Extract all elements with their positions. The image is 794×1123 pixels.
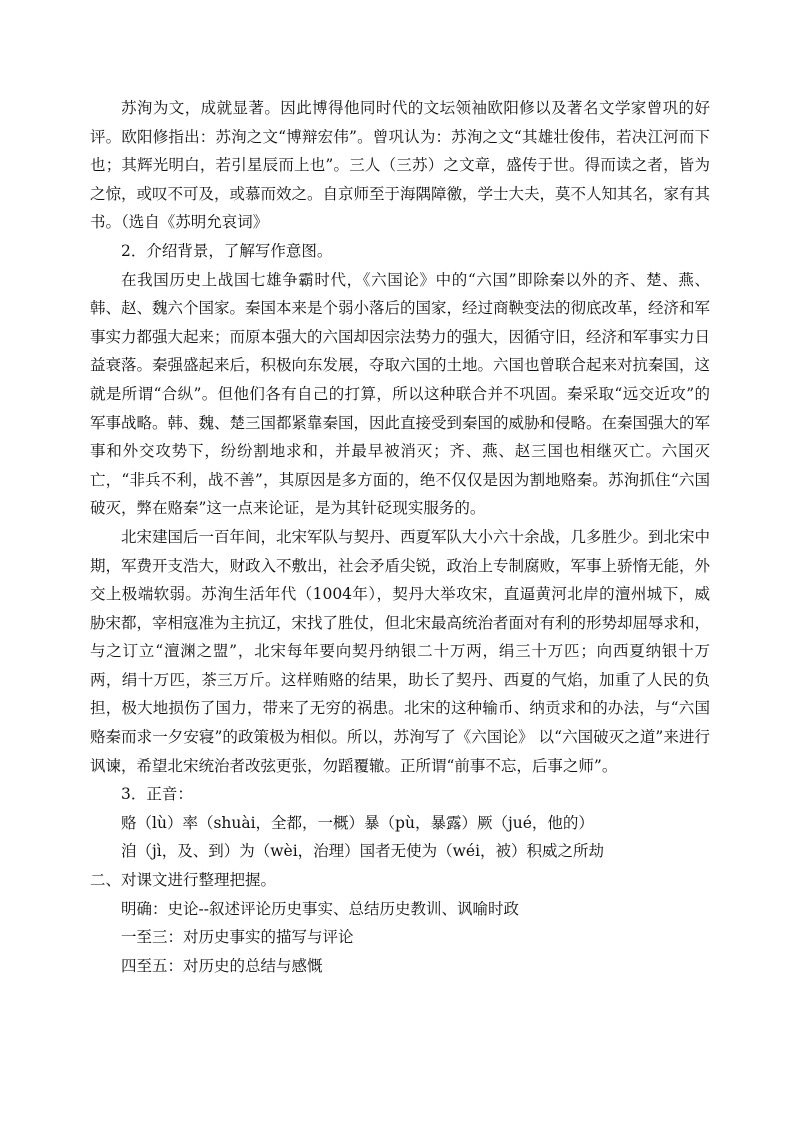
item-2-heading: 2．介绍背景，了解写作意图。 [121, 241, 333, 260]
pronunciation-line-1: 赂（lù）率（shuài，全都，一概）暴（pù，暴露）厥（jué，他的） [121, 813, 594, 832]
paragraph-su-xun-praise: 苏洵为文，成就显著。因此博得他同时代的文坛领袖欧阳修以及著名文学家曾巩的好评。欧阳修指出：苏洵之文“博辩宏伟”。曾巩认为：苏洵之文“其雄壮俊伟，若决江河而下也；其辉光明白，若引星辰而上也”。三人（三苏）之文章，盛传于世。得而读之者，皆为之惊，或叹不可及，或慕而效之。自京师至于海隅障徼，学士大夫，莫不人知其名，家有其书。（选自《苏明允哀词》 [90, 99, 711, 232]
paragraph-background-northern-song: 北宋建国后一百年间，北宋军队与契丹、西夏军队大小六十余战，几多胜少。到北宋中期，军费开支浩大，财政入不敷出，社会矛盾尖锐，政治上专制腐败，军事上骄惰无能，外交上极端软弱。苏洵生活年代（1004年），契丹大举攻宋，直逼黄河北岸的澶州城下，威胁宋都，宰相寇准为主抗辽，宋找了胜仗，但北宋最高统治者面对有利的形势却屈辱求和，与之订立“澶渊之盟”，北宋每年要向契丹纳银二十万两，绢三十万匹；向西夏纳银十万两，绢十万匹，茶三万斤。这样贿赂的结果，助长了契丹、西夏的气焰，加重了人民的负担，极大地损伤了国力，带来了无穷的祸患。北宋的这种输币、纳贡求和的办法，与“六国赂秦而求一夕安寝”的政策极为相似。所以，苏洵写了《六国论》 以“六国破灭之道”来进行讽谏，希望北宋统治者改弦更张，勿蹈覆辙。正所谓“前事不忘，后事之师”。 [90, 527, 711, 775]
section-2-heading: 二、对课文进行整理把握。 [90, 871, 277, 890]
pronunciation-line-2: 洎（jì，及、到）为（wèi，治理）国者无使为（wéi，被）积威之所劫 [121, 842, 605, 861]
paragraph-background-six-states: 在我国历史上战国七雄争霸时代，《六国论》中的“六国”即除秦以外的齐、楚、燕、韩、赵、魏六个国家。秦国本来是个弱小落后的国家，经过商鞅变法的彻底改革，经济和军事实力都强大起来；而原本强大的六国却因宗法势力的强大，因循守旧，经济和军事实力日益衰落。秦强盛起来后，积极向东发展，夺取六国的土地。六国也曾联合起来对抗秦国，这就是所谓“合纵”。但他们各有自己的打算，所以这种联合并不巩固。秦采取“远交近攻”的军事战略。韩、魏、楚三国都紧靠秦国，因此直接受到秦国的威胁和侵略。在秦国强大的军事和外交攻势下，纷纷割地求和，并最早被消灭；齐、燕、赵三国也相继灭亡。六国灭亡，“非兵不利，战不善”，其原因是多方面的，绝不仅仅是因为割地赂秦。苏洵抓住“六国破灭，弊在赂秦”这一点来论证，是为其针砭现实服务的。 [90, 270, 711, 518]
structure-part-2: 四至五：对历史的总结与感慨 [121, 956, 323, 975]
structure-part-1: 一至三：对历史事实的描写与评论 [121, 928, 354, 947]
document-page [90, 94, 710, 980]
item-3-heading: 3．正音： [121, 785, 193, 804]
clarify-line: 明确：史论--叙述评论历史事实、总结历史教训、讽喻时政 [121, 899, 519, 918]
